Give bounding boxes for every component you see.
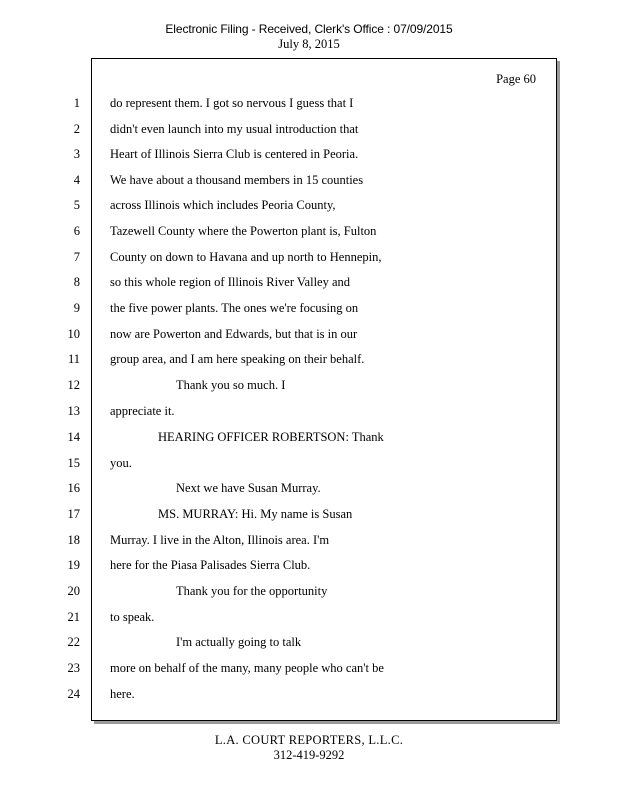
- transcript-line: [0, 478, 618, 498]
- transcript-line: [0, 555, 618, 575]
- transcript-line: [0, 530, 618, 550]
- transcript-line: [0, 221, 618, 241]
- line-text: across Illinois which includes Peoria County,: [110, 198, 336, 212]
- line-text: Thank you for the opportunity: [176, 584, 328, 598]
- line-number: 24: [67, 687, 80, 701]
- transcript-line: [0, 247, 618, 267]
- line-number: 13: [67, 404, 80, 418]
- transcript-line: [0, 298, 618, 318]
- transcript-line: [0, 401, 618, 421]
- line-number: 3: [73, 147, 80, 161]
- transcript-line: [0, 119, 618, 139]
- page-number: Page 60: [496, 72, 536, 86]
- line-number: 2: [73, 122, 80, 136]
- line-number: 22: [67, 635, 80, 649]
- line-number: 1: [73, 96, 80, 110]
- line-number: 17: [67, 507, 80, 521]
- line-number: 15: [67, 456, 80, 470]
- transcript-line: [0, 607, 618, 627]
- transcript-line: [0, 453, 618, 473]
- line-text: Tazewell County where the Powerton plant is, Fulton: [110, 224, 377, 238]
- transcript-date: July 8, 2015: [278, 37, 340, 51]
- line-text: County on down to Havana and up north to Hennepin,: [110, 250, 382, 264]
- line-text: didn't even launch into my usual introduction that: [110, 122, 359, 136]
- line-text: Thank you so much. I: [176, 378, 286, 392]
- line-number: 12: [67, 378, 80, 392]
- line-number: 16: [67, 481, 80, 495]
- line-number: 5: [73, 198, 80, 212]
- line-number: 19: [67, 558, 80, 572]
- line-text: so this whole region of Illinois River Valley and: [110, 275, 351, 289]
- speaker-line-text: MS. MURRAY: Hi. My name is Susan: [158, 507, 353, 521]
- line-text: We have about a thousand members in 15 counties: [110, 173, 364, 187]
- line-number: 8: [73, 275, 80, 289]
- filing-stamp: Electronic Filing - Received, Clerk's Office : 07/09/2015: [165, 22, 453, 36]
- line-number: 23: [67, 661, 80, 675]
- transcript-line: [0, 324, 618, 344]
- line-number: 7: [73, 250, 80, 264]
- line-number: 14: [67, 430, 80, 444]
- line-text: now are Powerton and Edwards, but that is in our: [110, 327, 358, 341]
- line-text: Murray. I live in the Alton, Illinois area. I'm: [110, 533, 330, 547]
- line-number: 4: [73, 173, 80, 187]
- line-text: you.: [110, 456, 132, 470]
- line-text: appreciate it.: [110, 404, 175, 418]
- transcript-line: [0, 349, 618, 369]
- line-number: 9: [73, 301, 80, 315]
- transcript-line: [0, 375, 618, 395]
- line-number: 10: [67, 327, 80, 341]
- transcript-line: [0, 658, 618, 678]
- transcript-line: [0, 272, 618, 292]
- line-text: group area, and I am here speaking on their behalf.: [110, 352, 365, 366]
- line-text: to speak.: [110, 610, 155, 624]
- line-number: 21: [67, 610, 80, 624]
- line-number: 6: [73, 224, 80, 238]
- court-reporter-name: L.A. COURT REPORTERS, L.L.C.: [214, 733, 404, 747]
- transcript-line: [0, 632, 618, 652]
- court-reporter-phone: 312-419-9292: [273, 748, 345, 762]
- transcript-line: [0, 581, 618, 601]
- line-number: 18: [67, 533, 80, 547]
- line-text: more on behalf of the many, many people who can't be: [110, 661, 384, 675]
- line-text: here for the Piasa Palisades Sierra Club.: [110, 558, 311, 572]
- transcript-line: [0, 195, 618, 215]
- transcript-line: [0, 144, 618, 164]
- transcript-line: [0, 684, 618, 704]
- transcript-line: [0, 504, 618, 524]
- line-number: 20: [67, 584, 80, 598]
- transcript-line: [0, 93, 618, 113]
- transcript-line: [0, 427, 618, 447]
- line-number: 11: [67, 352, 80, 366]
- line-text: do represent them. I got so nervous I guess that I: [110, 96, 354, 110]
- transcript-line: [0, 170, 618, 190]
- speaker-line-text: HEARING OFFICER ROBERTSON: Thank: [158, 430, 384, 444]
- line-text: the five power plants. The ones we're focusing on: [110, 301, 359, 315]
- line-text: I'm actually going to talk: [176, 635, 302, 649]
- line-text: Heart of Illinois Sierra Club is centered in Peoria.: [110, 147, 359, 161]
- line-text: Next we have Susan Murray.: [176, 481, 321, 495]
- line-text: here.: [110, 687, 135, 701]
